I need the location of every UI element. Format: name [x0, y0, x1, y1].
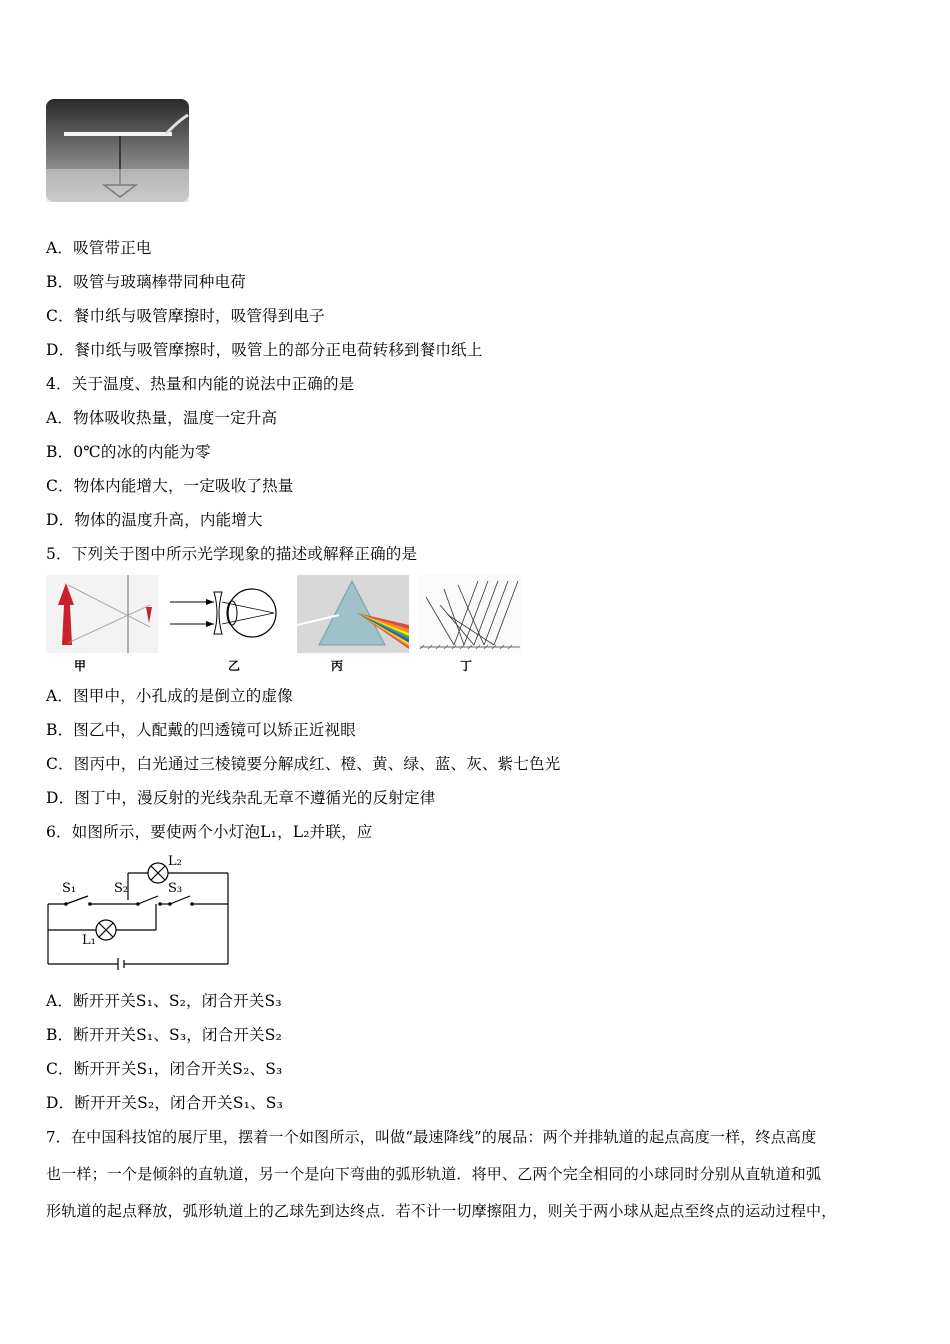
q6-option-a: A．断开开关S₁、S₂，闭合开关S₃	[46, 992, 282, 1010]
q5-option-a: A．图甲中，小孔成的是倒立的虚像	[46, 687, 293, 705]
label-s3: S₃	[168, 881, 183, 896]
caption-ding: 丁	[460, 659, 473, 673]
caption-bing: 丙	[331, 659, 344, 673]
q4-option-b: B．0℃的冰的内能为零	[46, 443, 211, 461]
pinhole-figure	[46, 575, 158, 653]
q3-option-c: C．餐巾纸与吸管摩擦时，吸管得到电子	[46, 307, 325, 325]
straw-photo	[46, 99, 189, 202]
q4-option-c: C．物体内能增大，一定吸收了热量	[46, 477, 294, 495]
q4-option-a: A．物体吸收热量，温度一定升高	[46, 409, 278, 427]
q6-option-d: D．断开开关S₂，闭合开关S₁、S₃	[46, 1094, 284, 1112]
q6-option-c: C．断开开关S₁，闭合开关S₂、S₃	[46, 1060, 283, 1078]
label-s2: S₂	[114, 881, 129, 896]
q4-stem: 4．关于温度、热量和内能的说法中正确的是	[46, 375, 355, 393]
label-l2: L₂	[168, 854, 182, 869]
q3-option-b: B．吸管与玻璃棒带同种电荷	[46, 273, 246, 291]
prism-figure	[297, 575, 409, 653]
q3-option-d: D．餐巾纸与吸管摩擦时，吸管上的部分正电荷转移到餐巾纸上	[46, 341, 483, 359]
q6-stem: 6．如图所示，要使两个小灯泡L₁，L₂并联，应	[46, 823, 373, 841]
q7-line-2: 也一样；一个是倾斜的直轨道，另一个是向下弯曲的弧形轨道．将甲、乙两个完全相同的小球同时分别从直轨道和弧	[46, 1165, 822, 1183]
circuit-diagram	[44, 852, 234, 970]
label-l1: L₁	[82, 933, 96, 948]
caption-yi: 乙	[228, 659, 241, 673]
eye-lens-figure	[170, 582, 282, 644]
diffuse-reflection-figure	[418, 575, 522, 653]
q5-option-d: D．图丁中，漫反射的光线杂乱无章不遵循光的反射定律	[46, 789, 436, 807]
q5-option-c: C．图丙中，白光通过三棱镜要分解成红、橙、黄、绿、蓝、灰、紫七色光	[46, 755, 561, 773]
q4-option-d: D．物体的温度升高，内能增大	[46, 511, 263, 529]
q7-line-3: 形轨道的起点释放，弧形轨道上的乙球先到达终点．若不计一切摩擦阻力，则关于两小球从起点至终点的运动过程中，	[46, 1202, 837, 1220]
q7-line-1: 7．在中国科技馆的展厅里，摆着一个如图所示，叫做“最速降线”的展品：两个并排轨道的起点高度一样，终点高度	[46, 1128, 817, 1146]
q5-option-b: B．图乙中，人配戴的凹透镜可以矫正近视眼	[46, 721, 356, 739]
label-s1: S₁	[62, 881, 77, 896]
q3-option-a: A．吸管带正电	[46, 239, 152, 257]
q5-stem: 5．下列关于图中所示光学现象的描述或解释正确的是	[46, 545, 418, 563]
caption-jia: 甲	[74, 659, 87, 673]
q6-option-b: B．断开开关S₁、S₃，闭合开关S₂	[46, 1026, 282, 1044]
